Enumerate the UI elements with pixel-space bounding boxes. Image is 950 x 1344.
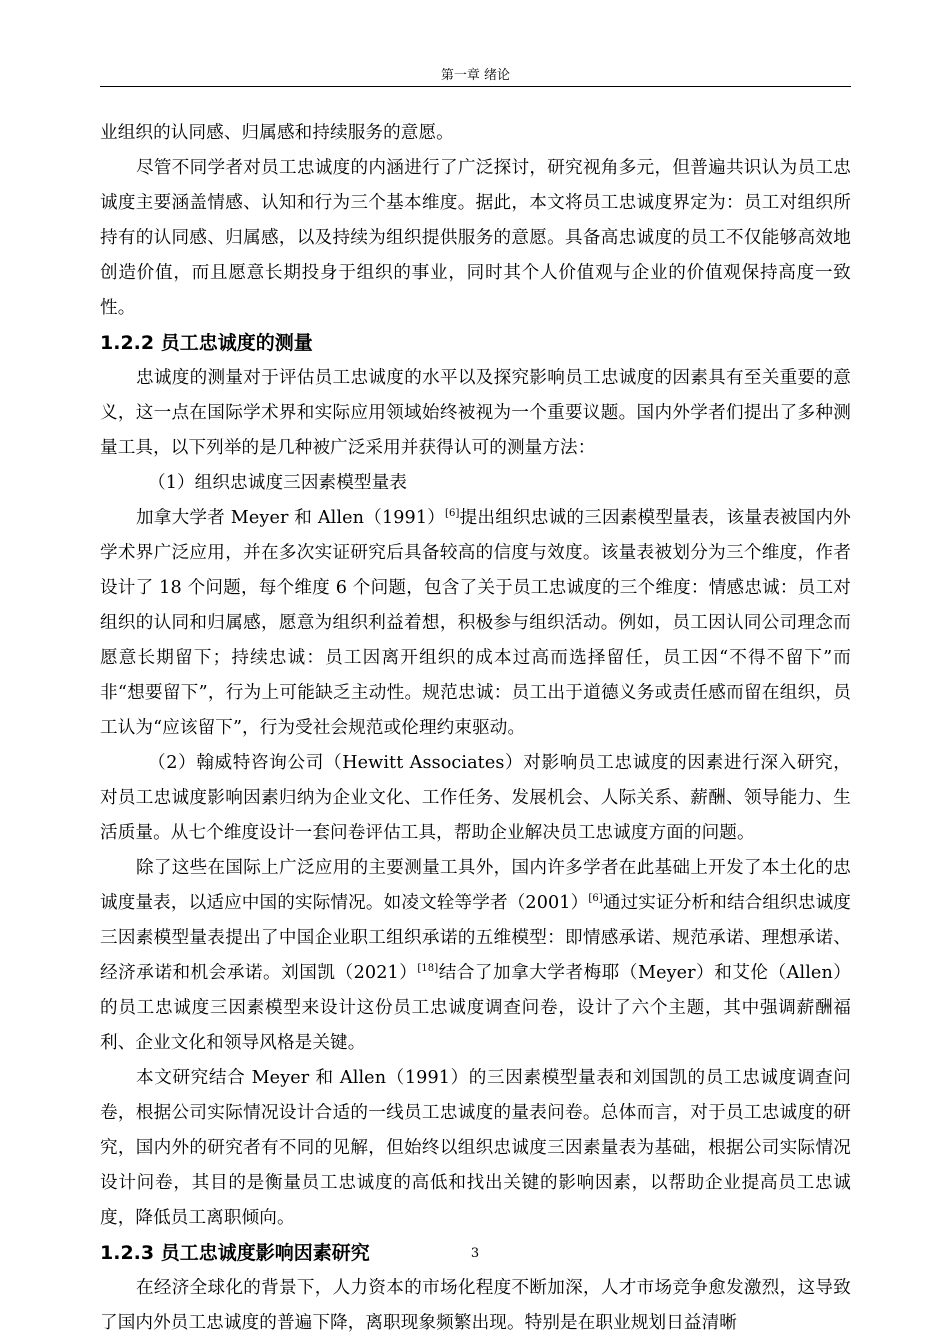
paragraph-text: 提出组织忠诚的三因素模型量表，该量表被国内外学术界广泛应用，并在多次实证研究后具备较高的信度与效度。该量表被划分为三个维度，作者设计了 18 个问题，每个维度 6 个问题，包含了关于员工忠诚度的三个维度：情感忠诚：员工对组织的认同和归属感，愿意为组织利益着想，积极参与组织活动。例如，员工因认同公司理念而愿意长期留下；持续忠诚：员工因离开组织的成本过高而选择留任，员工因“不得不留下”而非“想要留下”，行为上可能缺乏主动性。规范忠诚：员工出于道德义务或责任感而留在组织，员工认为“应该留下”，行为受社会规范或伦理约束驱动。	[100, 508, 852, 738]
list-item-1-title: （1）组织忠诚度三因素模型量表	[148, 473, 408, 493]
paragraph-domestic-scales	[100, 851, 851, 1061]
citation-ref: [6]	[588, 893, 603, 904]
paragraph-hewitt: （2）翰威特咨询公司（Hewitt Associates）对影响员工忠诚度的因素进行深入研究，对员工忠诚度影响因素归纳为企业文化、工作任务、发展机会、人际关系、薪酬、领导能力、生活质量。从七个维度设计一套问卷评估工具，帮助企业解决员工忠诚度方面的问题。	[100, 753, 851, 843]
citation-ref: [18]	[417, 963, 439, 974]
paragraph-text: 除了这些在国际上广泛应用的主要测量工具外，国内许多学者在此基础上开发了本土化的忠诚度量表，以适应中国的实际情况。如凌文辁等学者（2001）	[100, 858, 851, 913]
running-header: 第一章 绪论	[440, 68, 511, 83]
paragraph-measurement-intro: 忠诚度的测量对于评估员工忠诚度的水平以及探究影响员工忠诚度的因素具有至关重要的意义，这一点在国际学术界和实际应用领域始终被视为一个重要议题。国内外学者们提出了多种测量工具，以下列举的是几种被广泛采用并获得认可的测量方法：	[100, 368, 851, 458]
page-number: 3	[470, 1246, 480, 1261]
paragraph-meyer-allen	[100, 501, 851, 746]
paragraph-text: 加拿大学者 Meyer 和 Allen（1991）	[136, 508, 446, 528]
page-body	[100, 116, 851, 1341]
citation-ref: [6]	[445, 508, 460, 519]
paragraph-text: 结合了加拿大学者梅耶（Meyer）和艾伦（Allen）的员工忠诚度三因素模型来设计这份员工忠诚度调查问卷，设计了六个主题，其中强调薪酬福利、企业文化和领导风格是关键。	[100, 963, 851, 1053]
section-heading-1-2-3: 1.2.3 员工忠诚度影响因素研究	[100, 1242, 370, 1264]
paragraph-continuation: 业组织的认同感、归属感和持续服务的意愿。	[100, 123, 454, 143]
paragraph-study-design: 本文研究结合 Meyer 和 Allen（1991）的三因素模型量表和刘国凯的员工忠诚度调查问卷，根据公司实际情况设计合适的一线员工忠诚度的量表问卷。总体而言，对于员工忠诚度的研究，国内外的研究者有不同的见解，但始终以组织忠诚度三因素量表为基础，根据公司实际情况设计问卷，其目的是衡量员工忠诚度的高低和找出关键的影响因素，以帮助企业提高员工忠诚度，降低员工离职倾向。	[100, 1068, 851, 1228]
paragraph-text: 通过实证分析和结合组织忠诚度三因素模型量表提出了中国企业职工组织承诺的五维模型：即情感承诺、规范承诺、理想承诺、经济承诺和机会承诺。刘国凯（2021）	[100, 893, 851, 983]
header-rule	[100, 86, 851, 87]
paragraph-influencing-factors: 在经济全球化的背景下，人力资本的市场化程度不断加深，人才市场竞争愈发激烈，这导致了国内外员工忠诚度的普遍下降，离职现象频繁出现。特别是在职业规划日益清晰	[100, 1278, 851, 1333]
section-heading-1-2-2: 1.2.2 员工忠诚度的测量	[100, 332, 313, 354]
paragraph-loyalty-definition: 尽管不同学者对员工忠诚度的内涵进行了广泛探讨，研究视角多元，但普遍共识认为员工忠诚度主要涵盖情感、认知和行为三个基本维度。据此，本文将员工忠诚度界定为：员工对组织所持有的认同感、归属感，以及持续为组织提供服务的意愿。具备高忠诚度的员工不仅能够高效地创造价值，而且愿意长期投身于组织的事业，同时其个人价值观与企业的价值观保持高度一致性。	[100, 158, 851, 318]
